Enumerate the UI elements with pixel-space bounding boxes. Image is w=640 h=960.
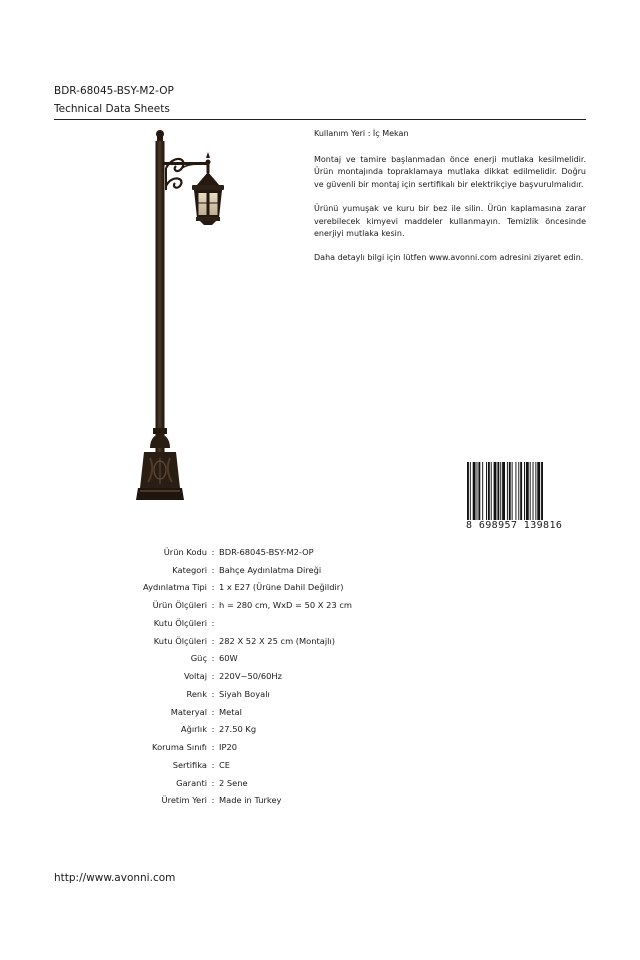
barcode bbox=[466, 462, 586, 532]
spec-separator: : bbox=[211, 706, 215, 717]
spec-label: Voltaj bbox=[183, 671, 207, 682]
spec-label: Aydınlatma Tipi bbox=[143, 582, 207, 593]
usage-location-text: Kullanım Yeri : İç Mekan bbox=[314, 129, 409, 138]
spec-row bbox=[90, 667, 530, 685]
spec-row bbox=[90, 738, 530, 756]
spec-separator: : bbox=[211, 564, 215, 575]
spec-label: Kategori bbox=[172, 564, 207, 575]
spec-separator: : bbox=[211, 617, 215, 628]
spec-label: Sertifika bbox=[172, 759, 207, 770]
spec-label: Garanti bbox=[176, 777, 207, 788]
spec-value: BDR-68045-BSY-M2-OP bbox=[219, 546, 314, 557]
spec-row bbox=[90, 774, 530, 792]
spec-value: 27.50 Kg bbox=[219, 724, 257, 735]
spec-label: Güç bbox=[190, 653, 207, 664]
spec-value: Siyah Boyalı bbox=[219, 688, 270, 699]
spec-separator: : bbox=[211, 671, 215, 682]
spec-label: Kutu Ölçüleri bbox=[153, 617, 207, 628]
spec-value: 282 X 52 X 25 cm (Montajlı) bbox=[219, 635, 336, 646]
spec-row bbox=[90, 685, 530, 703]
spec-row bbox=[90, 543, 530, 561]
header-divider bbox=[54, 119, 586, 120]
spec-value: CE bbox=[219, 759, 231, 770]
spec-row bbox=[90, 561, 530, 579]
spec-label: Ürün Ölçüleri bbox=[152, 600, 207, 611]
more-info-text: Daha detaylı bilgi için lütfen www.avonni.com adresini ziyaret edin. bbox=[314, 253, 584, 263]
spec-value: 60W bbox=[219, 653, 238, 664]
spec-value: Bahçe Aydınlatma Direği bbox=[219, 564, 322, 575]
spec-separator: : bbox=[211, 582, 215, 593]
lamp-post-image bbox=[130, 128, 240, 508]
spec-label: Üretim Yeri bbox=[161, 795, 207, 806]
spec-row bbox=[90, 650, 530, 668]
spec-separator: : bbox=[211, 742, 215, 753]
spec-table bbox=[90, 543, 530, 809]
spec-row bbox=[90, 579, 530, 597]
spec-label: Koruma Sınıfı bbox=[152, 742, 207, 753]
spec-value: 2 Sene bbox=[219, 777, 248, 788]
spec-row bbox=[90, 596, 530, 614]
spec-separator: : bbox=[211, 546, 215, 557]
spec-value: Made in Turkey bbox=[219, 795, 282, 806]
spec-row bbox=[90, 756, 530, 774]
spec-row bbox=[90, 792, 530, 810]
spec-label: Renk bbox=[186, 688, 207, 699]
footer-website-link[interactable]: http://www.avonni.com bbox=[54, 872, 176, 884]
spec-separator: : bbox=[211, 724, 215, 735]
document-header bbox=[54, 84, 586, 116]
spec-value: IP20 bbox=[219, 742, 238, 753]
spec-row bbox=[90, 703, 530, 721]
spec-separator: : bbox=[211, 653, 215, 664]
cleaning-instructions-text: Ürünü yumuşak ve kuru bir bez ile silin. Ürün kaplamasına zarar verebilecek kimyevi maddeler kullanmayın. Temizlik öncesinde enerjiyi mutlaka kesin. bbox=[314, 204, 586, 238]
document-subtitle: Technical Data Sheets bbox=[54, 103, 170, 115]
spec-separator: : bbox=[211, 600, 215, 611]
barcode-bars bbox=[466, 462, 586, 520]
product-code-heading: BDR-68045-BSY-M2-OP bbox=[54, 85, 174, 97]
usage-info bbox=[314, 128, 586, 277]
spec-label: Ağırlık bbox=[180, 724, 207, 735]
spec-value: 1 x E27 (Ürüne Dahil Değildir) bbox=[219, 582, 344, 593]
spec-row bbox=[90, 632, 530, 650]
spec-label: Kutu Ölçüleri bbox=[153, 635, 207, 646]
spec-separator: : bbox=[211, 795, 215, 806]
spec-label: Ürün Kodu bbox=[163, 546, 207, 557]
spec-value: h = 280 cm, WxD = 50 X 23 cm bbox=[219, 600, 352, 611]
spec-separator: : bbox=[211, 777, 215, 788]
installation-warning-text: Montaj ve tamire başlanmadan önce enerji mutlaka kesilmelidir. Ürün montajında topraklamaya mutlaka dikkat edilmelidir. Doğru ve güvenli bir montaj için sertifikalı bir elektrikçiye başvurulmalıdır. bbox=[314, 155, 586, 189]
spec-value: 220V~50/60Hz bbox=[219, 671, 282, 682]
barcode-number: 8 698957 139816 bbox=[466, 520, 563, 531]
spec-separator: : bbox=[211, 688, 215, 699]
spec-separator: : bbox=[211, 759, 215, 770]
spec-label: Materyal bbox=[170, 706, 207, 717]
spec-row bbox=[90, 721, 530, 739]
spec-value: Metal bbox=[219, 706, 242, 717]
spec-separator: : bbox=[211, 635, 215, 646]
spec-row bbox=[90, 614, 530, 632]
